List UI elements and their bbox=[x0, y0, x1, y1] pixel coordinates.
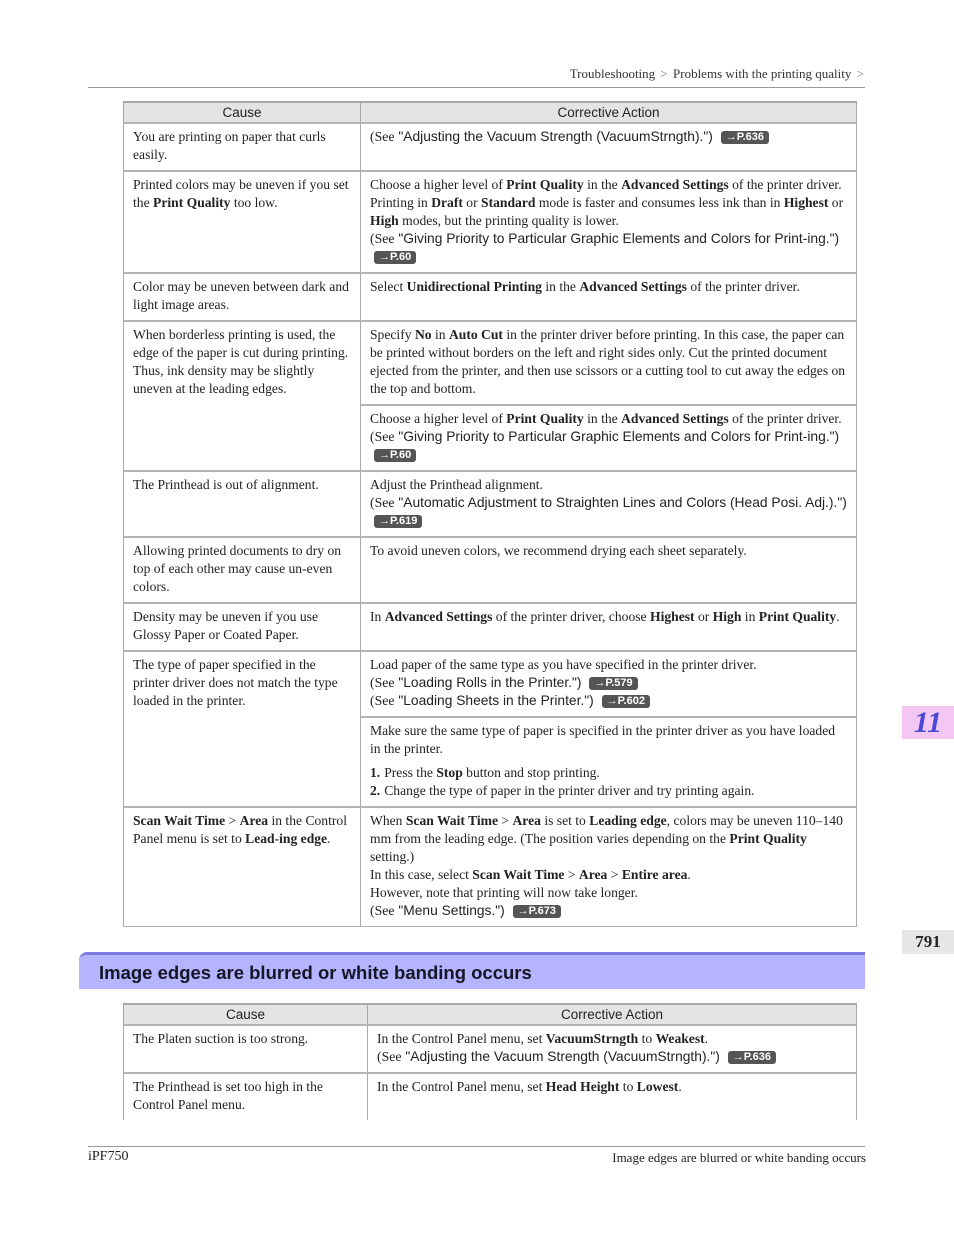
text: . bbox=[687, 867, 691, 882]
text: of the printer driver. bbox=[686, 279, 800, 294]
page-ref-badge[interactable]: →P.602 bbox=[602, 695, 650, 708]
text: in bbox=[741, 609, 759, 624]
action-cell bbox=[361, 651, 857, 717]
text: or bbox=[694, 609, 713, 624]
setting-name: Lead-ing edge bbox=[245, 831, 328, 846]
action-cell bbox=[361, 405, 857, 471]
see-reference: (See "Giving Priority to Particular Graphic Elements and Colors for Print-ing.") →P.60 bbox=[370, 429, 840, 461]
action-paragraph bbox=[370, 176, 847, 194]
see-reference: (See "Adjusting the Vacuum Strength (VacuumStrngth).") →P.636 bbox=[370, 129, 769, 144]
action-cell bbox=[361, 273, 857, 321]
table-row bbox=[124, 321, 857, 405]
breadcrumb-separator-end: > bbox=[856, 66, 864, 81]
text: in the bbox=[583, 411, 622, 426]
action-paragraph bbox=[377, 1030, 847, 1048]
table-header-row bbox=[124, 1004, 857, 1025]
table-row bbox=[124, 807, 857, 927]
text: is set to bbox=[540, 813, 590, 828]
action-cell bbox=[361, 321, 857, 405]
action-paragraph: Adjust the Printhead alignment. bbox=[370, 477, 543, 492]
text: > bbox=[607, 867, 622, 882]
text: . bbox=[836, 609, 840, 624]
table-row bbox=[124, 273, 857, 321]
text: of the printer driver. bbox=[728, 177, 842, 192]
setting-name: Advanced Settings bbox=[579, 279, 687, 294]
footer-model: iPF750 bbox=[88, 1149, 129, 1164]
see-reference: (See "Loading Sheets in the Printer.") →P.602 bbox=[370, 692, 847, 710]
text: Choose a higher level of bbox=[370, 177, 507, 192]
text: Press the bbox=[384, 765, 437, 780]
footer-section-title: Image edges are blurred or white banding occurs bbox=[612, 1150, 866, 1165]
text: > bbox=[564, 867, 579, 882]
chapter-tab[interactable]: 11 bbox=[902, 706, 954, 739]
text: in the bbox=[583, 177, 622, 192]
setting-name: Leading edge bbox=[589, 813, 667, 828]
see-link[interactable]: "Giving Priority to Particular Graphic Elements and Colors for Print-ing.") bbox=[398, 231, 840, 246]
setting-name: Scan Wait Time bbox=[133, 813, 226, 828]
action-cell bbox=[361, 603, 857, 651]
table-row bbox=[124, 537, 857, 603]
table-row bbox=[124, 471, 857, 537]
breadcrumb-separator: > bbox=[660, 66, 668, 81]
see-link[interactable]: "Automatic Adjustment to Straighten Lines and Colors (Head Posi. Adj.).") bbox=[398, 495, 847, 510]
setting-name: Area bbox=[239, 813, 269, 828]
action-cell bbox=[361, 171, 857, 273]
text: Select bbox=[370, 279, 407, 294]
text: mode is faster and consumes less ink than in bbox=[535, 195, 784, 210]
see-link[interactable]: "Adjusting the Vacuum Strength (VacuumStrngth).") bbox=[398, 129, 713, 144]
setting-name: Lowest bbox=[636, 1079, 679, 1094]
cause-cell: When borderless printing is used, the edge of the paper is cut during printing. Thus, ink density may be slightly uneven at the leading edges. bbox=[124, 321, 361, 471]
column-header-action: Corrective Action bbox=[361, 102, 857, 123]
action-cell: To avoid uneven colors, we recommend drying each sheet separately. bbox=[361, 537, 857, 603]
action-paragraph bbox=[370, 194, 847, 230]
text: . bbox=[327, 831, 331, 846]
action-paragraph: Make sure the same type of paper is specified in the printer driver as you have loaded in the printer. bbox=[370, 723, 836, 756]
see-reference: (See "Adjusting the Vacuum Strength (VacuumStrngth).") →P.636 bbox=[377, 1048, 847, 1066]
cause-cell bbox=[124, 807, 361, 927]
see-link[interactable]: "Loading Sheets in the Printer.") bbox=[398, 693, 594, 708]
text: . bbox=[704, 1031, 709, 1046]
action-paragraph: Load paper of the same type as you have specified in the printer driver. bbox=[370, 657, 757, 672]
text: Choose a higher level of bbox=[370, 411, 507, 426]
text: in the printer driver before printing. In this case, the paper can be printed without borders on the left and right sides only. Cut the printed document ejected from the printer, and then use scissors or a cutting tool to cut away the edges on the top and bottom. bbox=[370, 327, 846, 396]
setting-name: Highest bbox=[783, 195, 829, 210]
text: modes, but the printing quality is lower. bbox=[398, 213, 619, 228]
table-row bbox=[124, 1025, 857, 1073]
text: Change the type of paper in the printer driver and try printing again. bbox=[384, 783, 755, 798]
text: of the printer driver. bbox=[728, 411, 842, 426]
table-row bbox=[124, 603, 857, 651]
cause-cell: The Printhead is set too high in the Control Panel menu. bbox=[124, 1073, 368, 1120]
step-number: 1. bbox=[370, 765, 381, 780]
page-ref-badge[interactable]: →P.673 bbox=[513, 905, 561, 918]
text: of the printer driver, choose bbox=[492, 609, 650, 624]
see-reference: (See "Loading Rolls in the Printer.") →P.579 bbox=[370, 674, 847, 692]
see-link[interactable]: "Loading Rolls in the Printer.") bbox=[398, 675, 582, 690]
text: . bbox=[678, 1079, 682, 1094]
column-header-cause: Cause bbox=[124, 102, 361, 123]
setting-name: Area bbox=[512, 813, 541, 828]
button-name: Stop bbox=[436, 765, 463, 780]
setting-name: Scan Wait Time bbox=[472, 867, 565, 882]
setting-name: VacuumStrngth bbox=[545, 1031, 639, 1046]
setting-name: Print Quality bbox=[506, 177, 584, 192]
page-ref-badge[interactable]: →P.60 bbox=[374, 449, 416, 462]
see-link[interactable]: "Menu Settings.") bbox=[398, 903, 505, 918]
see-reference: (See "Giving Priority to Particular Graphic Elements and Colors for Print-ing.") →P.60 bbox=[370, 231, 840, 263]
action-paragraph bbox=[370, 812, 847, 866]
text: In this case, select bbox=[370, 867, 473, 882]
setting-name: Print Quality bbox=[758, 609, 837, 624]
cause-cell bbox=[124, 171, 361, 273]
see-reference: (See "Automatic Adjustment to Straighten Lines and Colors (Head Posi. Adj.).") →P.619 bbox=[370, 495, 847, 527]
text: In the Control Panel menu, set bbox=[377, 1079, 546, 1094]
step-list bbox=[370, 764, 847, 800]
setting-name: Print Quality bbox=[729, 831, 807, 846]
breadcrumb-item-troubleshooting[interactable]: Troubleshooting bbox=[569, 66, 656, 81]
text: or bbox=[828, 195, 844, 210]
setting-name: Print Quality bbox=[506, 411, 584, 426]
setting-name: Head Height bbox=[545, 1079, 620, 1094]
setting-name: High bbox=[370, 213, 399, 228]
section-heading bbox=[79, 952, 865, 989]
table-row bbox=[124, 123, 857, 171]
setting-name: Unidirectional Printing bbox=[406, 279, 542, 294]
see-link[interactable]: "Adjusting the Vacuum Strength (VacuumStrngth).") bbox=[405, 1049, 720, 1064]
table-row bbox=[124, 171, 857, 273]
cause-cell: Color may be uneven between dark and light image areas. bbox=[124, 273, 361, 321]
setting-name: Weakest bbox=[655, 1031, 705, 1046]
page-ref-badge[interactable]: →P.636 bbox=[721, 131, 769, 144]
setting-name: Print Quality bbox=[153, 195, 231, 210]
column-header-action: Corrective Action bbox=[368, 1004, 857, 1025]
text: , colors may be uneven 110–140 mm from the leading edge. (The position varies depending on the bbox=[370, 813, 843, 846]
setting-name: Highest bbox=[650, 609, 695, 624]
text: In bbox=[370, 609, 385, 624]
setting-name: Standard bbox=[481, 195, 536, 210]
text: or bbox=[462, 195, 482, 210]
text: button and stop printing. bbox=[462, 765, 600, 780]
text: to bbox=[619, 1079, 637, 1094]
text: When bbox=[370, 813, 406, 828]
action-paragraph: However, note that printing will now take longer. bbox=[370, 885, 638, 900]
text: Printing in bbox=[370, 195, 432, 210]
text: setting.) bbox=[370, 849, 415, 864]
setting-name: Advanced Settings bbox=[384, 609, 493, 624]
action-paragraph bbox=[370, 410, 847, 428]
table-header-row bbox=[124, 102, 857, 123]
table-row bbox=[124, 1073, 857, 1120]
column-header-cause: Cause bbox=[124, 1004, 368, 1025]
action-cell bbox=[368, 1073, 857, 1120]
header-divider bbox=[88, 87, 865, 88]
text: in bbox=[431, 327, 449, 342]
step-number: 2. bbox=[370, 783, 381, 798]
cause-cell: Density may be uneven if you use Glossy Paper or Coated Paper. bbox=[124, 603, 361, 651]
text: in the Control Panel menu is set to bbox=[133, 813, 347, 846]
cause-cell: The Printhead is out of alignment. bbox=[124, 471, 361, 537]
page-ref-badge[interactable]: →P.636 bbox=[728, 1051, 776, 1064]
setting-name: Advanced Settings bbox=[621, 411, 729, 426]
cause-cell: The type of paper specified in the printer driver does not match the type loaded in the printer. bbox=[124, 651, 361, 807]
setting-name: No bbox=[414, 327, 432, 342]
setting-name: Entire area bbox=[621, 867, 688, 882]
text: Printed colors may be uneven if you set the bbox=[133, 177, 349, 210]
troubleshooting-table-uneven-colors bbox=[123, 101, 857, 927]
see-reference: (See "Menu Settings.") →P.673 bbox=[370, 902, 847, 920]
action-cell bbox=[368, 1025, 857, 1073]
setting-name: Area bbox=[578, 867, 608, 882]
text: Specify bbox=[370, 327, 415, 342]
action-cell bbox=[361, 471, 857, 537]
action-cell bbox=[361, 123, 857, 171]
text: to bbox=[638, 1031, 656, 1046]
action-cell bbox=[361, 807, 857, 927]
action-cell bbox=[361, 717, 857, 807]
breadcrumb bbox=[570, 66, 866, 82]
page-ref-badge[interactable]: →P.579 bbox=[589, 677, 637, 690]
cause-cell: The Platen suction is too strong. bbox=[124, 1025, 368, 1073]
section-title: Image edges are blurred or white banding occurs bbox=[99, 962, 532, 983]
setting-name: High bbox=[712, 609, 742, 624]
page-ref-badge[interactable]: →P.60 bbox=[374, 251, 416, 264]
text: in the bbox=[541, 279, 580, 294]
list-item bbox=[370, 782, 847, 800]
text: In the Control Panel menu, set bbox=[377, 1031, 546, 1046]
action-paragraph bbox=[370, 866, 847, 884]
footer-divider bbox=[88, 1146, 865, 1147]
setting-name: Scan Wait Time bbox=[405, 813, 499, 828]
setting-name: Advanced Settings bbox=[621, 177, 729, 192]
troubleshooting-table-blurred-edges bbox=[123, 1003, 857, 1120]
cause-cell: You are printing on paper that curls easily. bbox=[124, 123, 361, 171]
text: > bbox=[225, 813, 240, 828]
cause-cell: Allowing printed documents to dry on top of each other may cause un-even colors. bbox=[124, 537, 361, 603]
page-ref-badge[interactable]: →P.619 bbox=[374, 515, 422, 528]
text: > bbox=[498, 813, 513, 828]
table-row bbox=[124, 651, 857, 717]
see-link[interactable]: "Giving Priority to Particular Graphic Elements and Colors for Print-ing.") bbox=[398, 429, 840, 444]
page-number: 791 bbox=[902, 930, 954, 954]
text: too low. bbox=[230, 195, 278, 210]
list-item bbox=[370, 764, 847, 782]
setting-name: Auto Cut bbox=[448, 327, 503, 342]
setting-name: Draft bbox=[431, 195, 463, 210]
breadcrumb-item-printing-quality[interactable]: Problems with the printing quality bbox=[673, 66, 852, 81]
